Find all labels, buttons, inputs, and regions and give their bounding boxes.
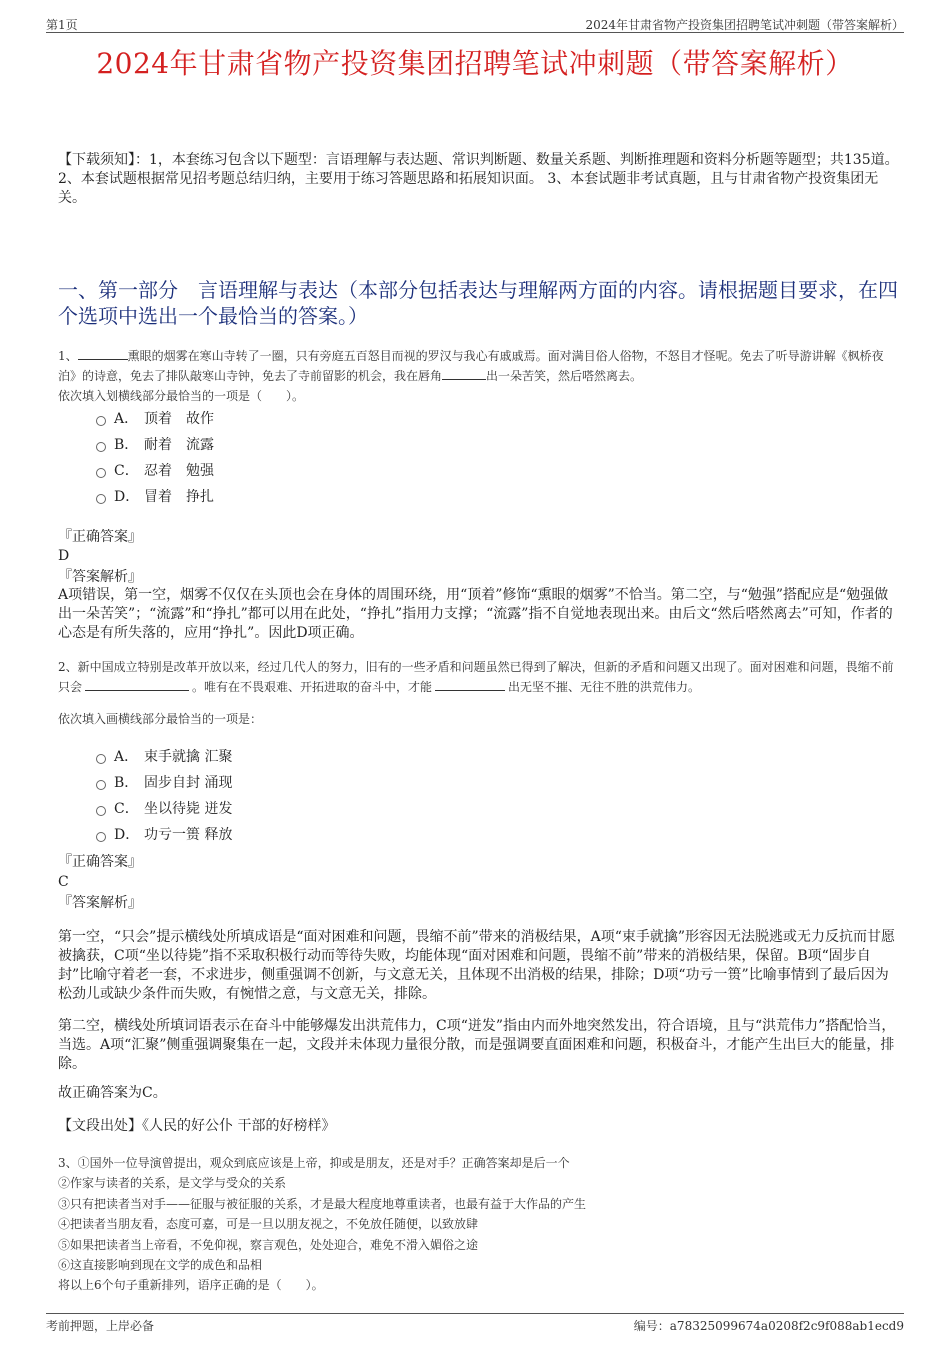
analysis-conclusion: 故正确答案为C。 — [58, 1085, 167, 1101]
radio-icon[interactable] — [96, 780, 106, 790]
question-3-instruction: 将以上6个句子重新排列，语序正确的是（ ）。 — [58, 1278, 324, 1293]
sentence-line: ⑥这直接影响到现在文学的成色和品相 — [58, 1258, 263, 1273]
analysis-label: 『答案解析』 — [58, 895, 142, 911]
question-number: 1、 — [58, 349, 78, 363]
question-2-options — [96, 744, 232, 848]
option-c[interactable]: C． 坐以待毙 迸发 — [96, 796, 232, 822]
page-header — [46, 14, 904, 33]
question-text: 。唯有在不畏艰难、开拓进取的奋斗中，才能 — [192, 680, 433, 694]
question-2-instruction: 依次填入画横线部分最恰当的一项是： — [58, 712, 263, 726]
page-title: 2024年甘肃省物产投资集团招聘笔试冲刺题（带答案解析） — [96, 47, 854, 80]
header-doc-title: 2024年甘肃省物产投资集团招聘笔试冲刺题（带答案解析） — [585, 18, 904, 32]
option-d[interactable]: D． 功亏一篑 释放 — [96, 822, 232, 848]
radio-icon[interactable] — [96, 468, 106, 478]
radio-icon[interactable] — [96, 494, 106, 504]
radio-icon[interactable] — [96, 442, 106, 452]
question-2-stem — [58, 657, 900, 697]
answer-value: D — [58, 548, 70, 564]
analysis-text: A项错误，第一空，烟雾不仅仅在头顶也会在身体的周围环绕，用“顶着”修饰“熏眼的烟雾”不恰当。第二空，与“勉强”搭配应是“勉强做出一朵苦笑”；“流露”和“挣扎”都可以用在此处，“挣扎”指用力支撑；“流露”指不自觉地表现出来。由后文“然后嗒然离去”可知，作者的心态是有所失落的，应用“挣扎”。因此D项正确。 — [58, 587, 893, 641]
option-a[interactable]: A． 顶着 故作 — [96, 406, 214, 432]
option-c[interactable]: C． 忍着 勉强 — [96, 458, 214, 484]
footer-code: 编号：a78325099674a0208f2c9f088ab1ecd9 — [633, 1319, 904, 1333]
answer-label: 『正确答案』 — [58, 854, 142, 870]
answer-blank — [442, 366, 486, 380]
radio-icon[interactable] — [96, 832, 106, 842]
analysis-paragraph: 第一空，“只会”提示横线处所填成语是“面对困难和问题，畏缩不前”带来的消极结果，A项“束手就擒”形容因无法脱逃或无力反抗而甘愿被擒获，C项“坐以待毙”指不采取积极行动而等待失败，均能体现“面对困难和问题，畏缩不前”带来的消极结果，保留。B项“固步自封”比喻守着老一套，不求进步，侧重强调不创新，与文意无关，且体现不出消极的结果，排除；D项“功亏一篑”比喻事情到了最后因为松劲儿或缺少条件而失败，有惋惜之意，与文意无关，排除。 — [58, 929, 896, 1002]
question-1-options — [96, 406, 214, 510]
question-text: 出一朵苦笑，然后嗒然离去。 — [486, 369, 643, 383]
page-number: 第1页 — [46, 18, 78, 32]
question-text: 熏眼的烟雾在寒山寺转了一圈，只有旁庭五百怒目而视的罗汉与我心有戚戚焉。面对满目俗人俗物，不怒目才怪呢。免去了听导游讲解《枫桥夜泊》的诗意，免去了排队敲寒山寺钟，免去了寺前留影的机会，我在唇角 — [58, 349, 884, 383]
section-heading: 一、第一部分 言语理解与表达（本部分包括表达与理解两方面的内容。请根据题目要求，在四个选项中选出一个最恰当的答案。） — [58, 278, 898, 328]
sentence-line: ⑤如果把读者当上帝看，不免仰视，察言观色，处处迎合，难免不滑入媚俗之途 — [58, 1237, 479, 1252]
question-3-stem — [58, 1153, 900, 1296]
question-text: 出无坚不摧、无往不胜的洪荒伟力。 — [508, 680, 701, 694]
radio-icon[interactable] — [96, 416, 106, 426]
radio-icon[interactable] — [96, 806, 106, 816]
page-footer — [46, 1313, 904, 1334]
sentence-line: 3、①国外一位导演曾提出，观众到底应该是上帝，抑或是朋友，还是对手？正确答案却是后一个 — [58, 1156, 570, 1170]
answer-blank — [435, 677, 505, 691]
analysis-label: 『答案解析』 — [58, 569, 142, 585]
sentence-line: ④把读者当朋友看，态度可嘉，可是一旦以朋友视之，不免放任随便，以致放肆 — [58, 1217, 479, 1232]
sentence-line: ③只有把读者当对手——征服与被征服的关系，才是最大程度地尊重读者，也最有益于大作品的产生 — [58, 1196, 587, 1211]
answer-value: C — [58, 874, 69, 890]
question-1-stem — [58, 346, 900, 386]
analysis-paragraph: 第二空，横线处所填词语表示在奋斗中能够爆发出洪荒伟力，C项“迸发”指由内而外地突然发出，符合语境，且与“洪荒伟力”搭配恰当，当选。A项“汇聚”侧重强调聚集在一起，文段并未体现力量很分散，而是强调要直面困难和问题，积极奋斗，才能产生出巨大的能量，排除。 — [58, 1018, 896, 1072]
answer-blank — [78, 346, 128, 360]
option-a[interactable]: A． 束手就擒 汇聚 — [96, 744, 232, 770]
option-b[interactable]: B． 耐着 流露 — [96, 432, 214, 458]
radio-icon[interactable] — [96, 754, 106, 764]
answer-label: 『正确答案』 — [58, 529, 142, 545]
answer-blank — [85, 677, 189, 691]
question-1-instruction: 依次填入划横线部分最恰当的一项是（ ）。 — [58, 389, 305, 403]
option-b[interactable]: B． 固步自封 涌现 — [96, 770, 232, 796]
question-text: 2、新中国成立特别是改革开放以来，经过几代人的努力，旧有的一些矛盾和问题虽然已得到了解决，但新的矛盾和问题又出现了。面对困难和问题，畏缩不前只会 — [58, 660, 894, 694]
footer-slogan: 考前押题，上岸必备 — [46, 1319, 155, 1333]
download-notice: 【下载须知】：1，本套练习包含以下题型：言语理解与表达题、常识判断题、数量关系题、判断推理题和资料分析题等题型；共135道。 2、本套试题根据常见招考题总结归纳，主要用于练习答题思路和拓展知识面。 3、本套试题非考试真题，且与甘肃省物产投资集团无关。 — [58, 152, 899, 206]
source-line: 【文段出处】《人民的好公仆 干部的好榜样》 — [58, 1118, 336, 1134]
sentence-line: ②作家与读者的关系，是文学与受众的关系 — [58, 1176, 287, 1191]
option-d[interactable]: D． 冒着 挣扎 — [96, 484, 214, 510]
